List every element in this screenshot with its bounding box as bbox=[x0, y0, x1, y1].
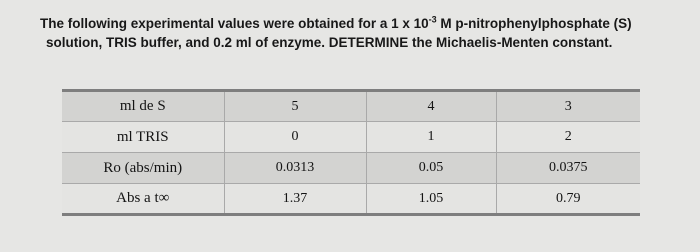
table-cell: 0.05 bbox=[366, 153, 496, 184]
table-row bbox=[62, 122, 640, 153]
table-cell: 0.79 bbox=[496, 184, 640, 215]
table-cell: 0.0313 bbox=[224, 153, 366, 184]
problem-statement bbox=[40, 14, 690, 52]
row-label: Abs a t∞ bbox=[62, 184, 224, 215]
row-label: ml de S bbox=[62, 91, 224, 122]
experimental-values-table bbox=[62, 89, 640, 216]
row-label: ml TRIS bbox=[62, 122, 224, 153]
table-cell: 3 bbox=[496, 91, 640, 122]
table-cell: 4 bbox=[366, 91, 496, 122]
table-cell: 1.05 bbox=[366, 184, 496, 215]
table-row bbox=[62, 91, 640, 122]
table-cell: 0.0375 bbox=[496, 153, 640, 184]
problem-text-start: The following experimental values were obtained for a 1 x 10 bbox=[40, 16, 429, 31]
table-cell: 1 bbox=[366, 122, 496, 153]
table-cell: 2 bbox=[496, 122, 640, 153]
table-cell: 0 bbox=[224, 122, 366, 153]
problem-line-2: solution, TRIS buffer, and 0.2 ml of enzyme. DETERMINE the Michaelis-Menten constant. bbox=[46, 35, 613, 50]
problem-line-1 bbox=[40, 14, 690, 33]
table-row bbox=[62, 153, 640, 184]
table-cell: 1.37 bbox=[224, 184, 366, 215]
table-row bbox=[62, 184, 640, 215]
row-label: Ro (abs/min) bbox=[62, 153, 224, 184]
exponent: -3 bbox=[428, 14, 437, 25]
problem-text-end: M p-nitrophenylphosphate (S) bbox=[436, 16, 632, 31]
table-cell: 5 bbox=[224, 91, 366, 122]
